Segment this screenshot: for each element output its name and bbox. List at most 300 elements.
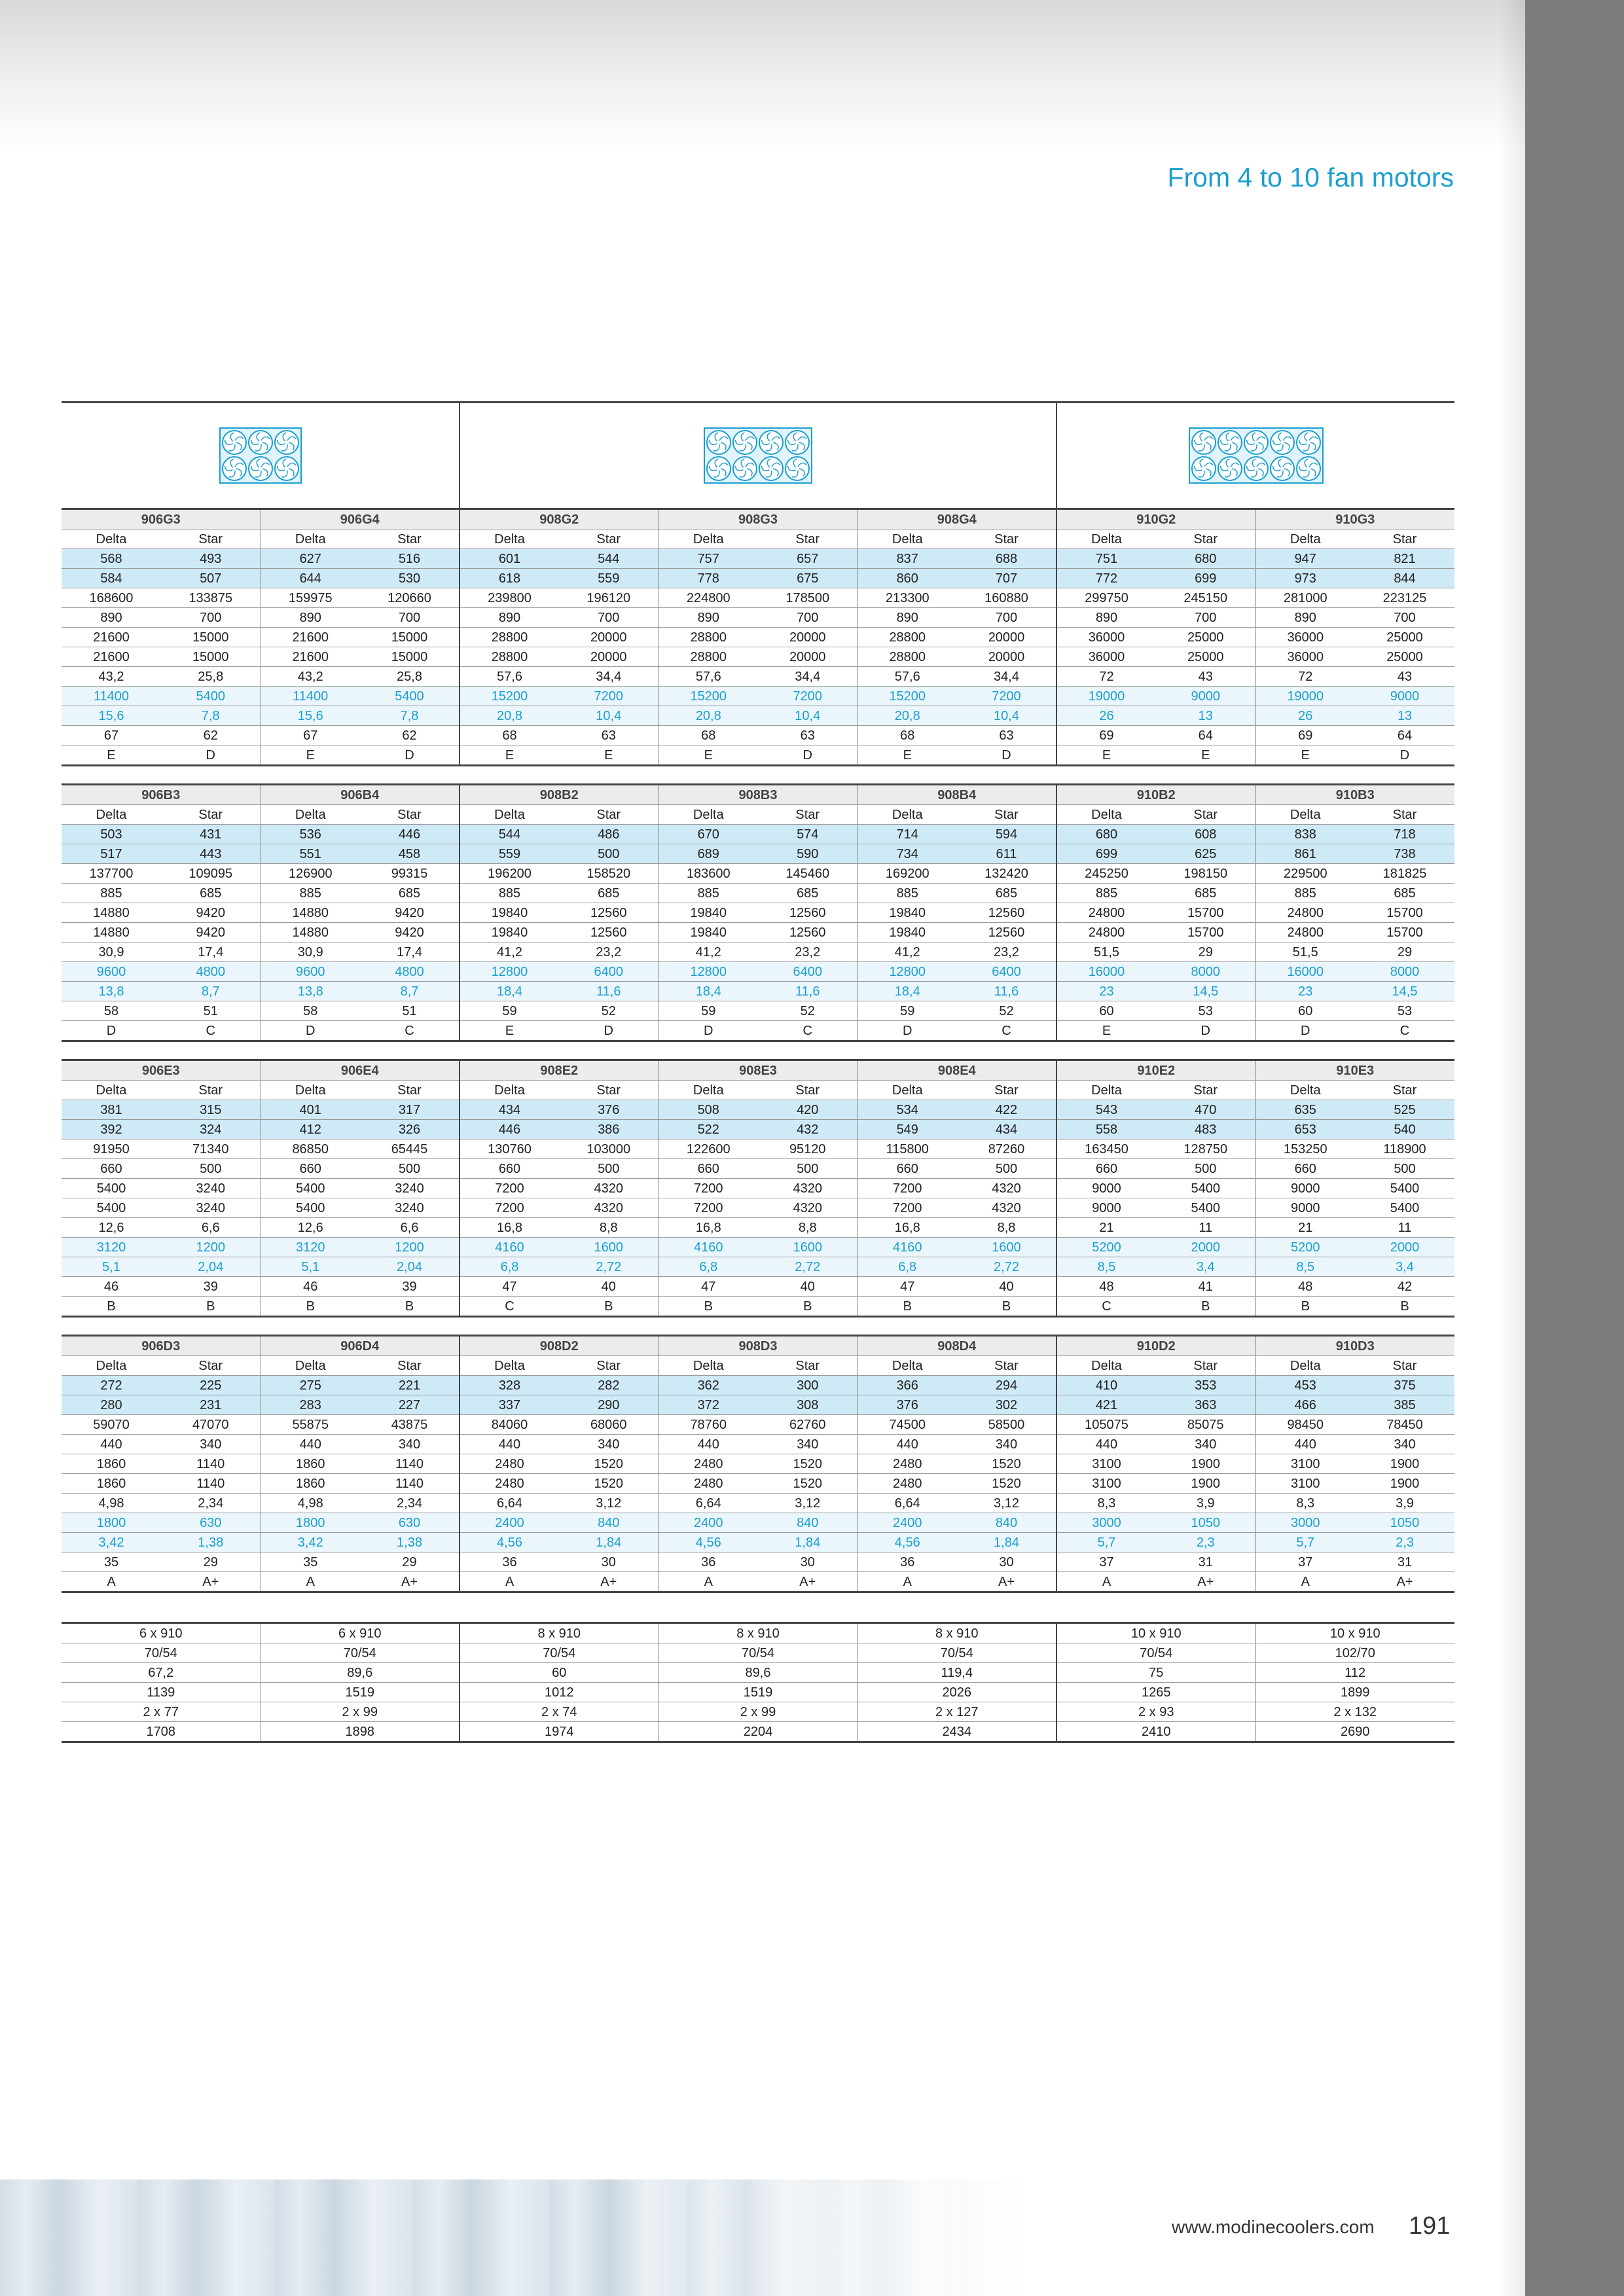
table-cell: 196120 xyxy=(559,588,659,608)
table-cell: 618 xyxy=(460,569,559,588)
fan-icon xyxy=(223,431,246,454)
table-cell: 3,42 xyxy=(62,1533,161,1552)
separator-cell xyxy=(62,1592,1454,1623)
table-cell: 700 xyxy=(559,608,659,628)
table-cell: 1,38 xyxy=(360,1533,460,1552)
table-cell: 1520 xyxy=(559,1474,659,1494)
table-cell: 9000 xyxy=(1255,1179,1355,1198)
table-cell: 5,7 xyxy=(1255,1533,1355,1552)
connection-row xyxy=(62,805,1454,825)
table-cell: 11 xyxy=(1355,1218,1454,1238)
table-cell: 500 xyxy=(758,1159,857,1179)
table-cell: 20,8 xyxy=(857,706,957,726)
connection-label: Delta xyxy=(659,805,758,825)
table-cell: 68 xyxy=(857,726,957,745)
spec-cell: 102/70 xyxy=(1255,1643,1454,1663)
table-cell: 41,2 xyxy=(659,942,758,962)
model-name: 910B3 xyxy=(1255,785,1454,805)
table-cell: 630 xyxy=(161,1513,261,1533)
table-cell: 440 xyxy=(261,1435,360,1454)
table-cell: 43,2 xyxy=(261,667,360,687)
table-cell: 21 xyxy=(1255,1218,1355,1238)
table-cell: 4320 xyxy=(559,1198,659,1218)
table-cell: 87260 xyxy=(957,1139,1056,1159)
table-cell: 2480 xyxy=(659,1474,758,1494)
table-cell: 885 xyxy=(1255,884,1355,903)
table-cell: 5400 xyxy=(62,1179,161,1198)
table-cell: 43 xyxy=(1355,667,1454,687)
connection-label: Star xyxy=(1355,1081,1454,1100)
table-cell: 860 xyxy=(857,569,957,588)
table-cell: 68 xyxy=(460,726,559,745)
table-cell: 700 xyxy=(1355,608,1454,628)
table-row xyxy=(62,647,1454,667)
table-cell: 14880 xyxy=(261,903,360,923)
table-cell: 120660 xyxy=(360,588,460,608)
table-cell: 47 xyxy=(857,1277,957,1297)
table-cell: 198150 xyxy=(1156,864,1255,884)
table-cell: 432 xyxy=(758,1120,857,1139)
table-cell: 11,6 xyxy=(559,982,659,1001)
table-cell: 440 xyxy=(460,1435,559,1454)
table-cell: 500 xyxy=(1355,1159,1454,1179)
table-cell: 7200 xyxy=(659,1179,758,1198)
table-cell: 9420 xyxy=(161,903,261,923)
fan-icon xyxy=(707,431,731,454)
table-cell: 700 xyxy=(161,608,261,628)
table-cell: C xyxy=(1056,1297,1156,1317)
table-cell: 1140 xyxy=(360,1454,460,1474)
table-cell: 19840 xyxy=(659,903,758,923)
table-cell: 69 xyxy=(1255,726,1355,745)
table-cell: 275 xyxy=(261,1376,360,1395)
table-row xyxy=(62,962,1454,982)
table-cell: 328 xyxy=(460,1376,559,1395)
table-cell: 3,9 xyxy=(1355,1494,1454,1513)
spec-cell: 2 x 74 xyxy=(460,1702,659,1722)
table-cell: 8,3 xyxy=(1255,1494,1355,1513)
table-cell: 8,8 xyxy=(758,1218,857,1238)
table-cell: 3,4 xyxy=(1355,1257,1454,1277)
table-cell: 57,6 xyxy=(857,667,957,687)
table-row xyxy=(62,884,1454,903)
table-cell: 5400 xyxy=(1156,1179,1255,1198)
table-cell: 299750 xyxy=(1056,588,1156,608)
connection-label: Star xyxy=(161,805,261,825)
fan-icon xyxy=(275,431,298,454)
table-cell: 23 xyxy=(1056,982,1156,1001)
table-cell: 1860 xyxy=(261,1474,360,1494)
table-cell: 48 xyxy=(1255,1277,1355,1297)
table-cell: 58 xyxy=(261,1001,360,1021)
table-cell: 280 xyxy=(62,1395,161,1415)
spec-row xyxy=(62,1623,1454,1643)
table-cell: 340 xyxy=(161,1435,261,1454)
table-cell: 890 xyxy=(62,608,161,628)
connection-label: Delta xyxy=(1056,1081,1156,1100)
table-cell: 6,6 xyxy=(360,1218,460,1238)
table-cell: 6,64 xyxy=(857,1494,957,1513)
table-cell: 229500 xyxy=(1255,864,1355,884)
table-cell: 11,6 xyxy=(957,982,1056,1001)
table-cell: 1050 xyxy=(1355,1513,1454,1533)
table-cell: 29 xyxy=(1355,942,1454,962)
table-cell: D xyxy=(957,745,1056,766)
table-cell: 43 xyxy=(1156,667,1255,687)
table-cell: 680 xyxy=(1056,825,1156,844)
table-cell: 11400 xyxy=(62,687,161,706)
table-cell: 861 xyxy=(1255,844,1355,864)
connection-label: Delta xyxy=(261,805,360,825)
table-cell: 340 xyxy=(360,1435,460,1454)
table-row xyxy=(62,608,1454,628)
table-cell: 245250 xyxy=(1056,864,1156,884)
table-cell: 559 xyxy=(559,569,659,588)
table-cell: 340 xyxy=(957,1435,1056,1454)
table-cell: 52 xyxy=(758,1001,857,1021)
model-name: 908E2 xyxy=(460,1060,659,1081)
table-cell: 69 xyxy=(1056,726,1156,745)
table-cell: 302 xyxy=(957,1395,1056,1415)
model-name: 906E4 xyxy=(261,1060,460,1081)
spec-cell: 2 x 127 xyxy=(857,1702,1056,1722)
table-cell: 1140 xyxy=(161,1474,261,1494)
table-cell: 58500 xyxy=(957,1415,1056,1435)
table-cell: 3100 xyxy=(1255,1474,1355,1494)
table-cell: 422 xyxy=(957,1100,1056,1120)
table-cell: 1800 xyxy=(62,1513,161,1533)
model-name: 908D3 xyxy=(659,1336,857,1356)
fan-layout-cell xyxy=(1056,403,1454,509)
table-cell: 14,5 xyxy=(1355,982,1454,1001)
table-cell: 630 xyxy=(360,1513,460,1533)
table-cell: 163450 xyxy=(1056,1139,1156,1159)
table-cell: 130760 xyxy=(460,1139,559,1159)
spec-cell: 2690 xyxy=(1255,1722,1454,1742)
table-row xyxy=(62,1218,1454,1238)
fan-icon xyxy=(1218,431,1242,454)
table-cell: 13 xyxy=(1355,706,1454,726)
table-cell: 60 xyxy=(1056,1001,1156,1021)
table-cell: 4,98 xyxy=(62,1494,161,1513)
table-cell: 153250 xyxy=(1255,1139,1355,1159)
connection-label: Delta xyxy=(62,1081,161,1100)
table-cell: 2480 xyxy=(460,1474,559,1494)
table-cell: 12560 xyxy=(957,903,1056,923)
model-header-row xyxy=(62,509,1454,529)
table-cell: 885 xyxy=(460,884,559,903)
table-cell: 10,4 xyxy=(758,706,857,726)
table-cell: 5200 xyxy=(1056,1238,1156,1257)
table-cell: 2400 xyxy=(659,1513,758,1533)
table-cell: 78450 xyxy=(1355,1415,1454,1435)
model-name: 908B2 xyxy=(460,785,659,805)
table-cell: D xyxy=(62,1021,161,1041)
table-cell: 19000 xyxy=(1056,687,1156,706)
fan-icon xyxy=(1192,457,1216,480)
table-cell: 751 xyxy=(1056,549,1156,569)
table-cell: 19000 xyxy=(1255,687,1355,706)
connection-label: Delta xyxy=(1255,1356,1355,1376)
table-cell: 434 xyxy=(957,1120,1056,1139)
table-cell: 366 xyxy=(857,1376,957,1395)
table-cell: B xyxy=(857,1297,957,1317)
table-cell: 601 xyxy=(460,549,559,569)
table-cell: 1200 xyxy=(360,1238,460,1257)
table-cell: 181825 xyxy=(1355,864,1454,884)
table-cell: 440 xyxy=(1255,1435,1355,1454)
table-cell: 2000 xyxy=(1156,1238,1255,1257)
spec-table-wrapper xyxy=(62,401,1454,1743)
table-cell: D xyxy=(261,1021,360,1041)
table-cell: D xyxy=(559,1021,659,1041)
page-number: 191 xyxy=(1409,2212,1451,2240)
table-cell: 13,8 xyxy=(261,982,360,1001)
connection-label: Delta xyxy=(261,529,360,549)
table-cell: 8,7 xyxy=(360,982,460,1001)
table-cell: E xyxy=(659,745,758,766)
table-cell: 25000 xyxy=(1355,647,1454,667)
table-cell: 503 xyxy=(62,825,161,844)
table-row xyxy=(62,667,1454,687)
table-cell: 20000 xyxy=(559,647,659,667)
table-cell: 118900 xyxy=(1355,1139,1454,1159)
table-cell: 685 xyxy=(1156,884,1255,903)
table-cell: B xyxy=(161,1297,261,1317)
table-cell: 51 xyxy=(161,1001,261,1021)
table-cell: 689 xyxy=(659,844,758,864)
table-cell: A+ xyxy=(758,1572,857,1592)
table-cell: 14880 xyxy=(62,903,161,923)
table-cell: 584 xyxy=(62,569,161,588)
table-cell: 9000 xyxy=(1355,687,1454,706)
table-cell: 24800 xyxy=(1255,923,1355,942)
table-cell: 24800 xyxy=(1056,923,1156,942)
table-cell: A xyxy=(1255,1572,1355,1592)
table-cell: 15200 xyxy=(460,687,559,706)
table-cell: 544 xyxy=(559,549,659,569)
table-cell: 23,2 xyxy=(559,942,659,962)
table-cell: 680 xyxy=(1156,549,1255,569)
table-cell: 2,3 xyxy=(1355,1533,1454,1552)
table-cell: 37 xyxy=(1255,1552,1355,1572)
table-row xyxy=(62,1376,1454,1395)
table-cell: 53 xyxy=(1156,1001,1255,1021)
table-cell: 431 xyxy=(161,825,261,844)
connection-label: Star xyxy=(758,1081,857,1100)
table-cell: 36000 xyxy=(1255,647,1355,667)
table-cell: 3100 xyxy=(1056,1474,1156,1494)
table-cell: 470 xyxy=(1156,1100,1255,1120)
spec-cell: 89,6 xyxy=(261,1663,460,1683)
connection-label: Star xyxy=(1355,529,1454,549)
table-cell: 1,38 xyxy=(161,1533,261,1552)
model-name: 908D4 xyxy=(857,1336,1056,1356)
table-cell: 525 xyxy=(1355,1100,1454,1120)
table-row xyxy=(62,1474,1454,1494)
spec-cell: 8 x 910 xyxy=(857,1623,1056,1643)
table-cell: 3100 xyxy=(1255,1454,1355,1474)
table-cell: 15700 xyxy=(1156,923,1255,942)
table-cell: 31 xyxy=(1156,1552,1255,1572)
connection-label: Delta xyxy=(261,1356,360,1376)
spec-cell: 6 x 910 xyxy=(261,1623,460,1643)
table-cell: 21600 xyxy=(261,628,360,647)
table-cell: 440 xyxy=(1056,1435,1156,1454)
table-cell: 28800 xyxy=(857,647,957,667)
table-cell: 315 xyxy=(161,1100,261,1120)
footer-url[interactable]: www.modinecoolers.com xyxy=(1172,2217,1375,2237)
table-cell: 973 xyxy=(1255,569,1355,588)
table-cell: 660 xyxy=(1255,1159,1355,1179)
table-cell: B xyxy=(957,1297,1056,1317)
table-cell: A xyxy=(62,1572,161,1592)
table-cell: 26 xyxy=(1255,706,1355,726)
table-cell: 7200 xyxy=(857,1198,957,1218)
model-name: 908E4 xyxy=(857,1060,1056,1081)
table-cell: 65445 xyxy=(360,1139,460,1159)
table-cell: 8,5 xyxy=(1255,1257,1355,1277)
connection-label: Star xyxy=(161,1356,261,1376)
table-cell: 12560 xyxy=(758,903,857,923)
table-cell: 86850 xyxy=(261,1139,360,1159)
table-cell: 24800 xyxy=(1056,903,1156,923)
table-row xyxy=(62,687,1454,706)
table-cell: 95120 xyxy=(758,1139,857,1159)
table-cell: 37 xyxy=(1056,1552,1156,1572)
table-cell: 337 xyxy=(460,1395,559,1415)
table-cell: 12,6 xyxy=(261,1218,360,1238)
table-cell: 685 xyxy=(559,884,659,903)
table-cell: 308 xyxy=(758,1395,857,1415)
table-cell: C xyxy=(758,1021,857,1041)
table-cell: 1600 xyxy=(758,1238,857,1257)
table-cell: 12560 xyxy=(559,903,659,923)
table-cell: 1520 xyxy=(758,1474,857,1494)
sidebar-shadow xyxy=(1499,0,1525,2296)
table-cell: E xyxy=(62,745,161,766)
table-cell: 245150 xyxy=(1156,588,1255,608)
table-cell: 21600 xyxy=(62,647,161,667)
table-cell: 36 xyxy=(460,1552,559,1572)
table-cell: 6400 xyxy=(559,962,659,982)
table-cell: 300 xyxy=(758,1376,857,1395)
table-cell: 440 xyxy=(62,1435,161,1454)
connection-label: Delta xyxy=(460,1356,559,1376)
connection-label: Delta xyxy=(62,1356,161,1376)
table-cell: A xyxy=(1056,1572,1156,1592)
table-row xyxy=(62,1415,1454,1435)
table-cell: 231 xyxy=(161,1395,261,1415)
table-cell: 9000 xyxy=(1156,687,1255,706)
table-cell: 1900 xyxy=(1156,1454,1255,1474)
table-cell: 507 xyxy=(161,569,261,588)
table-cell: 757 xyxy=(659,549,758,569)
table-cell: 412 xyxy=(261,1120,360,1139)
table-cell: 11 xyxy=(1156,1218,1255,1238)
table-cell: 885 xyxy=(62,884,161,903)
table-cell: 718 xyxy=(1355,825,1454,844)
connection-label: Star xyxy=(360,529,460,549)
fan-grid-8-icon xyxy=(704,427,812,484)
table-cell: 516 xyxy=(360,549,460,569)
table-cell: 41,2 xyxy=(460,942,559,962)
table-cell: 21 xyxy=(1056,1218,1156,1238)
footer-photo-strip xyxy=(0,2179,1021,2296)
table-cell: 51,5 xyxy=(1056,942,1156,962)
model-header-row xyxy=(62,785,1454,805)
table-cell: 608 xyxy=(1156,825,1255,844)
table-cell: 1200 xyxy=(161,1238,261,1257)
table-cell: 21600 xyxy=(261,647,360,667)
table-cell: 145460 xyxy=(758,864,857,884)
model-name: 910E2 xyxy=(1056,1060,1255,1081)
table-cell: 500 xyxy=(360,1159,460,1179)
table-row xyxy=(62,549,1454,569)
table-row xyxy=(62,1021,1454,1041)
table-cell: 14880 xyxy=(261,923,360,942)
table-cell: 685 xyxy=(360,884,460,903)
table-cell: 458 xyxy=(360,844,460,864)
table-cell: 707 xyxy=(957,569,1056,588)
table-cell: 19840 xyxy=(857,903,957,923)
model-name: 910D3 xyxy=(1255,1336,1454,1356)
model-name: 908B3 xyxy=(659,785,857,805)
table-cell: 11,6 xyxy=(758,982,857,1001)
table-cell: 401 xyxy=(261,1100,360,1120)
spec-cell: 1139 xyxy=(62,1683,261,1702)
table-cell: 500 xyxy=(957,1159,1056,1179)
table-cell: 9600 xyxy=(62,962,161,982)
table-cell: 9000 xyxy=(1056,1198,1156,1218)
spec-cell: 2 x 132 xyxy=(1255,1702,1454,1722)
table-cell: 15000 xyxy=(161,628,261,647)
table-cell: D xyxy=(360,745,460,766)
table-cell: 9420 xyxy=(161,923,261,942)
table-cell: 4800 xyxy=(360,962,460,982)
table-cell: 9000 xyxy=(1056,1179,1156,1198)
table-cell: 590 xyxy=(758,844,857,864)
table-cell: 657 xyxy=(758,549,857,569)
spec-cell: 2 x 77 xyxy=(62,1702,261,1722)
connection-label: Delta xyxy=(62,529,161,549)
table-cell: 223125 xyxy=(1355,588,1454,608)
table-cell: 363 xyxy=(1156,1395,1255,1415)
table-cell: 317 xyxy=(360,1100,460,1120)
table-cell: 7200 xyxy=(758,687,857,706)
model-header-row xyxy=(62,1336,1454,1356)
table-cell: 2,04 xyxy=(161,1257,261,1277)
table-cell: 443 xyxy=(161,844,261,864)
table-cell: 59 xyxy=(857,1001,957,1021)
table-cell: 6,6 xyxy=(161,1218,261,1238)
table-cell: 440 xyxy=(857,1435,957,1454)
table-cell: 700 xyxy=(360,608,460,628)
connection-label: Star xyxy=(1156,529,1255,549)
model-name: 910D2 xyxy=(1056,1336,1255,1356)
spec-row xyxy=(62,1702,1454,1722)
table-cell: 536 xyxy=(261,825,360,844)
table-cell: E xyxy=(1255,745,1355,766)
table-cell: 500 xyxy=(1156,1159,1255,1179)
table-cell: 3240 xyxy=(360,1179,460,1198)
table-cell: 168600 xyxy=(62,588,161,608)
spec-cell: 75 xyxy=(1056,1663,1255,1683)
table-cell: 25,8 xyxy=(161,667,261,687)
table-cell: 23,2 xyxy=(758,942,857,962)
table-cell: 660 xyxy=(460,1159,559,1179)
table-cell: 29 xyxy=(360,1552,460,1572)
